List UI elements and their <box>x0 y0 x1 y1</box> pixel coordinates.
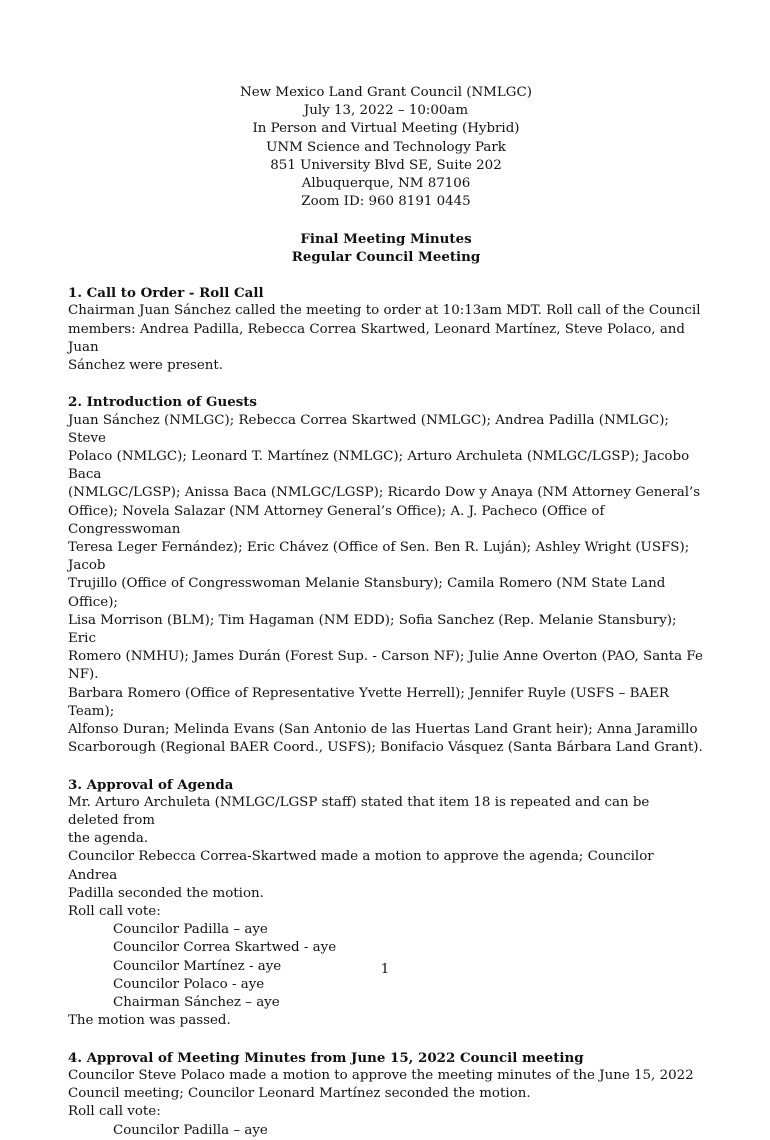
section-heading: 1. Call to Order - Roll Call <box>68 285 264 302</box>
motion-result: The motion was passed. <box>68 1013 231 1029</box>
roll-call-vote: Councilor Correa Skartwed - aye <box>113 940 337 956</box>
section-heading: 4. Approval of Meeting Minutes from June 15, 2022 Council meeting <box>68 1049 584 1066</box>
paragraph-line: Council meeting; Councilor Leonard Martínez seconded the motion. <box>68 1086 531 1102</box>
page-number: 1 <box>380 962 390 977</box>
header-line: Albuquerque, NM 87106 <box>301 176 471 192</box>
roll-call-vote: Councilor Padilla – aye <box>113 922 268 938</box>
roll-call-vote: Councilor Padilla – aye <box>113 1122 268 1138</box>
paragraph-line: Chairman Juan Sánchez called the meeting to order at 10:13am MDT. Roll call of the Council <box>68 303 701 319</box>
paragraph-line: (NMLGC/LGSP); Anissa Baca (NMLGC/LGSP); Ricardo Dow y Anaya (NM Attorney General’s <box>68 485 701 501</box>
header-line: July 13, 2022 – 10:00am <box>303 103 469 119</box>
paragraph-line: Romero (NMHU); James Durán (Forest Sup. - Carson NF); Julie Anne Overton (PAO, Santa Fe NF). <box>68 649 703 683</box>
paragraph-line: Mr. Arturo Archuleta (NMLGC/LGSP staff) stated that item 18 is repeated and can be deleted from <box>68 794 650 829</box>
document-title: Final Meeting Minutes <box>300 230 472 247</box>
paragraph-line: Roll call vote: <box>68 904 161 920</box>
paragraph-line: the agenda. <box>68 831 149 847</box>
paragraph-line: Office); Novela Salazar (NM Attorney General’s Office); A. J. Pacheco (Office of Congresswoman <box>68 503 605 537</box>
paragraph-line: Juan Sánchez (NMLGC); Rebecca Correa Skartwed (NMLGC); Andrea Padilla (NMLGC); Steve <box>68 412 669 446</box>
roll-call-vote: Councilor Polaco - aye <box>113 976 265 992</box>
document-subtitle: Regular Council Meeting <box>291 248 481 265</box>
section-heading: 2. Introduction of Guests <box>68 394 257 411</box>
section-agenda <box>68 776 704 1031</box>
paragraph-line: Polaco (NMLGC); Leonard T. Martínez (NMLGC); Arturo Archuleta (NMLGC/LGSP); Jacobo Baca <box>68 449 690 483</box>
roll-call-vote: Chairman Sánchez – aye <box>113 995 280 1011</box>
roll-call-vote: Councilor Martínez - aye <box>113 958 282 974</box>
paragraph-line: Councilor Steve Polaco made a motion to approve the meeting minutes of the June 15, 2022 <box>68 1067 694 1083</box>
header-line: UNM Science and Technology Park <box>266 139 506 155</box>
header-line: 851 University Blvd SE, Suite 202 <box>270 157 502 173</box>
paragraph-line: Alfonso Duran; Melinda Evans (San Antonio de las Huertas Land Grant heir); Anna Jaramillo <box>68 722 698 738</box>
paragraph-line: Barbara Romero (Office of Representative Yvette Herrell); Jennifer Ruyle (USFS – BAER Team); <box>68 685 669 719</box>
section-call-to-order <box>68 284 704 375</box>
paragraph-line: Roll call vote: <box>68 1104 161 1120</box>
document-body <box>68 84 704 1140</box>
header-line: New Mexico Land Grant Council (NMLGC) <box>240 85 532 100</box>
paragraph-line: Lisa Morrison (BLM); Tim Hagaman (NM EDD); Sofia Sanchez (Rep. Melanie Stansbury); Eric <box>68 612 677 647</box>
header-line: In Person and Virtual Meeting (Hybrid) <box>252 121 520 137</box>
paragraph-line: Padilla seconded the motion. <box>68 885 264 901</box>
section-heading: 3. Approval of Agenda <box>68 776 234 793</box>
section-minutes-approval <box>68 1049 704 1140</box>
section-guests <box>68 393 704 757</box>
header-line: Zoom ID: 960 8191 0445 <box>301 194 471 210</box>
paragraph-line: Trujillo (Office of Congresswoman Melanie Stansbury); Camila Romero (NM State Land Office); <box>68 576 666 610</box>
paragraph-line: Councilor Rebecca Correa-Skartwed made a motion to approve the agenda; Councilor Andrea <box>68 849 654 883</box>
meeting-header <box>68 84 704 266</box>
paragraph-line: Scarborough (Regional BAER Coord., USFS); Bonifacio Vásquez (Santa Bárbara Land Grant). <box>68 740 703 756</box>
paragraph-line: Teresa Leger Fernández); Eric Chávez (Office of Sen. Ben R. Luján); Ashley Wright (USFS); Jacob <box>68 540 690 574</box>
paragraph-line: members: Andrea Padilla, Rebecca Correa Skartwed, Leonard Martínez, Steve Polaco, and Juan <box>68 321 686 355</box>
paragraph-line: Sánchez were present. <box>68 358 224 374</box>
